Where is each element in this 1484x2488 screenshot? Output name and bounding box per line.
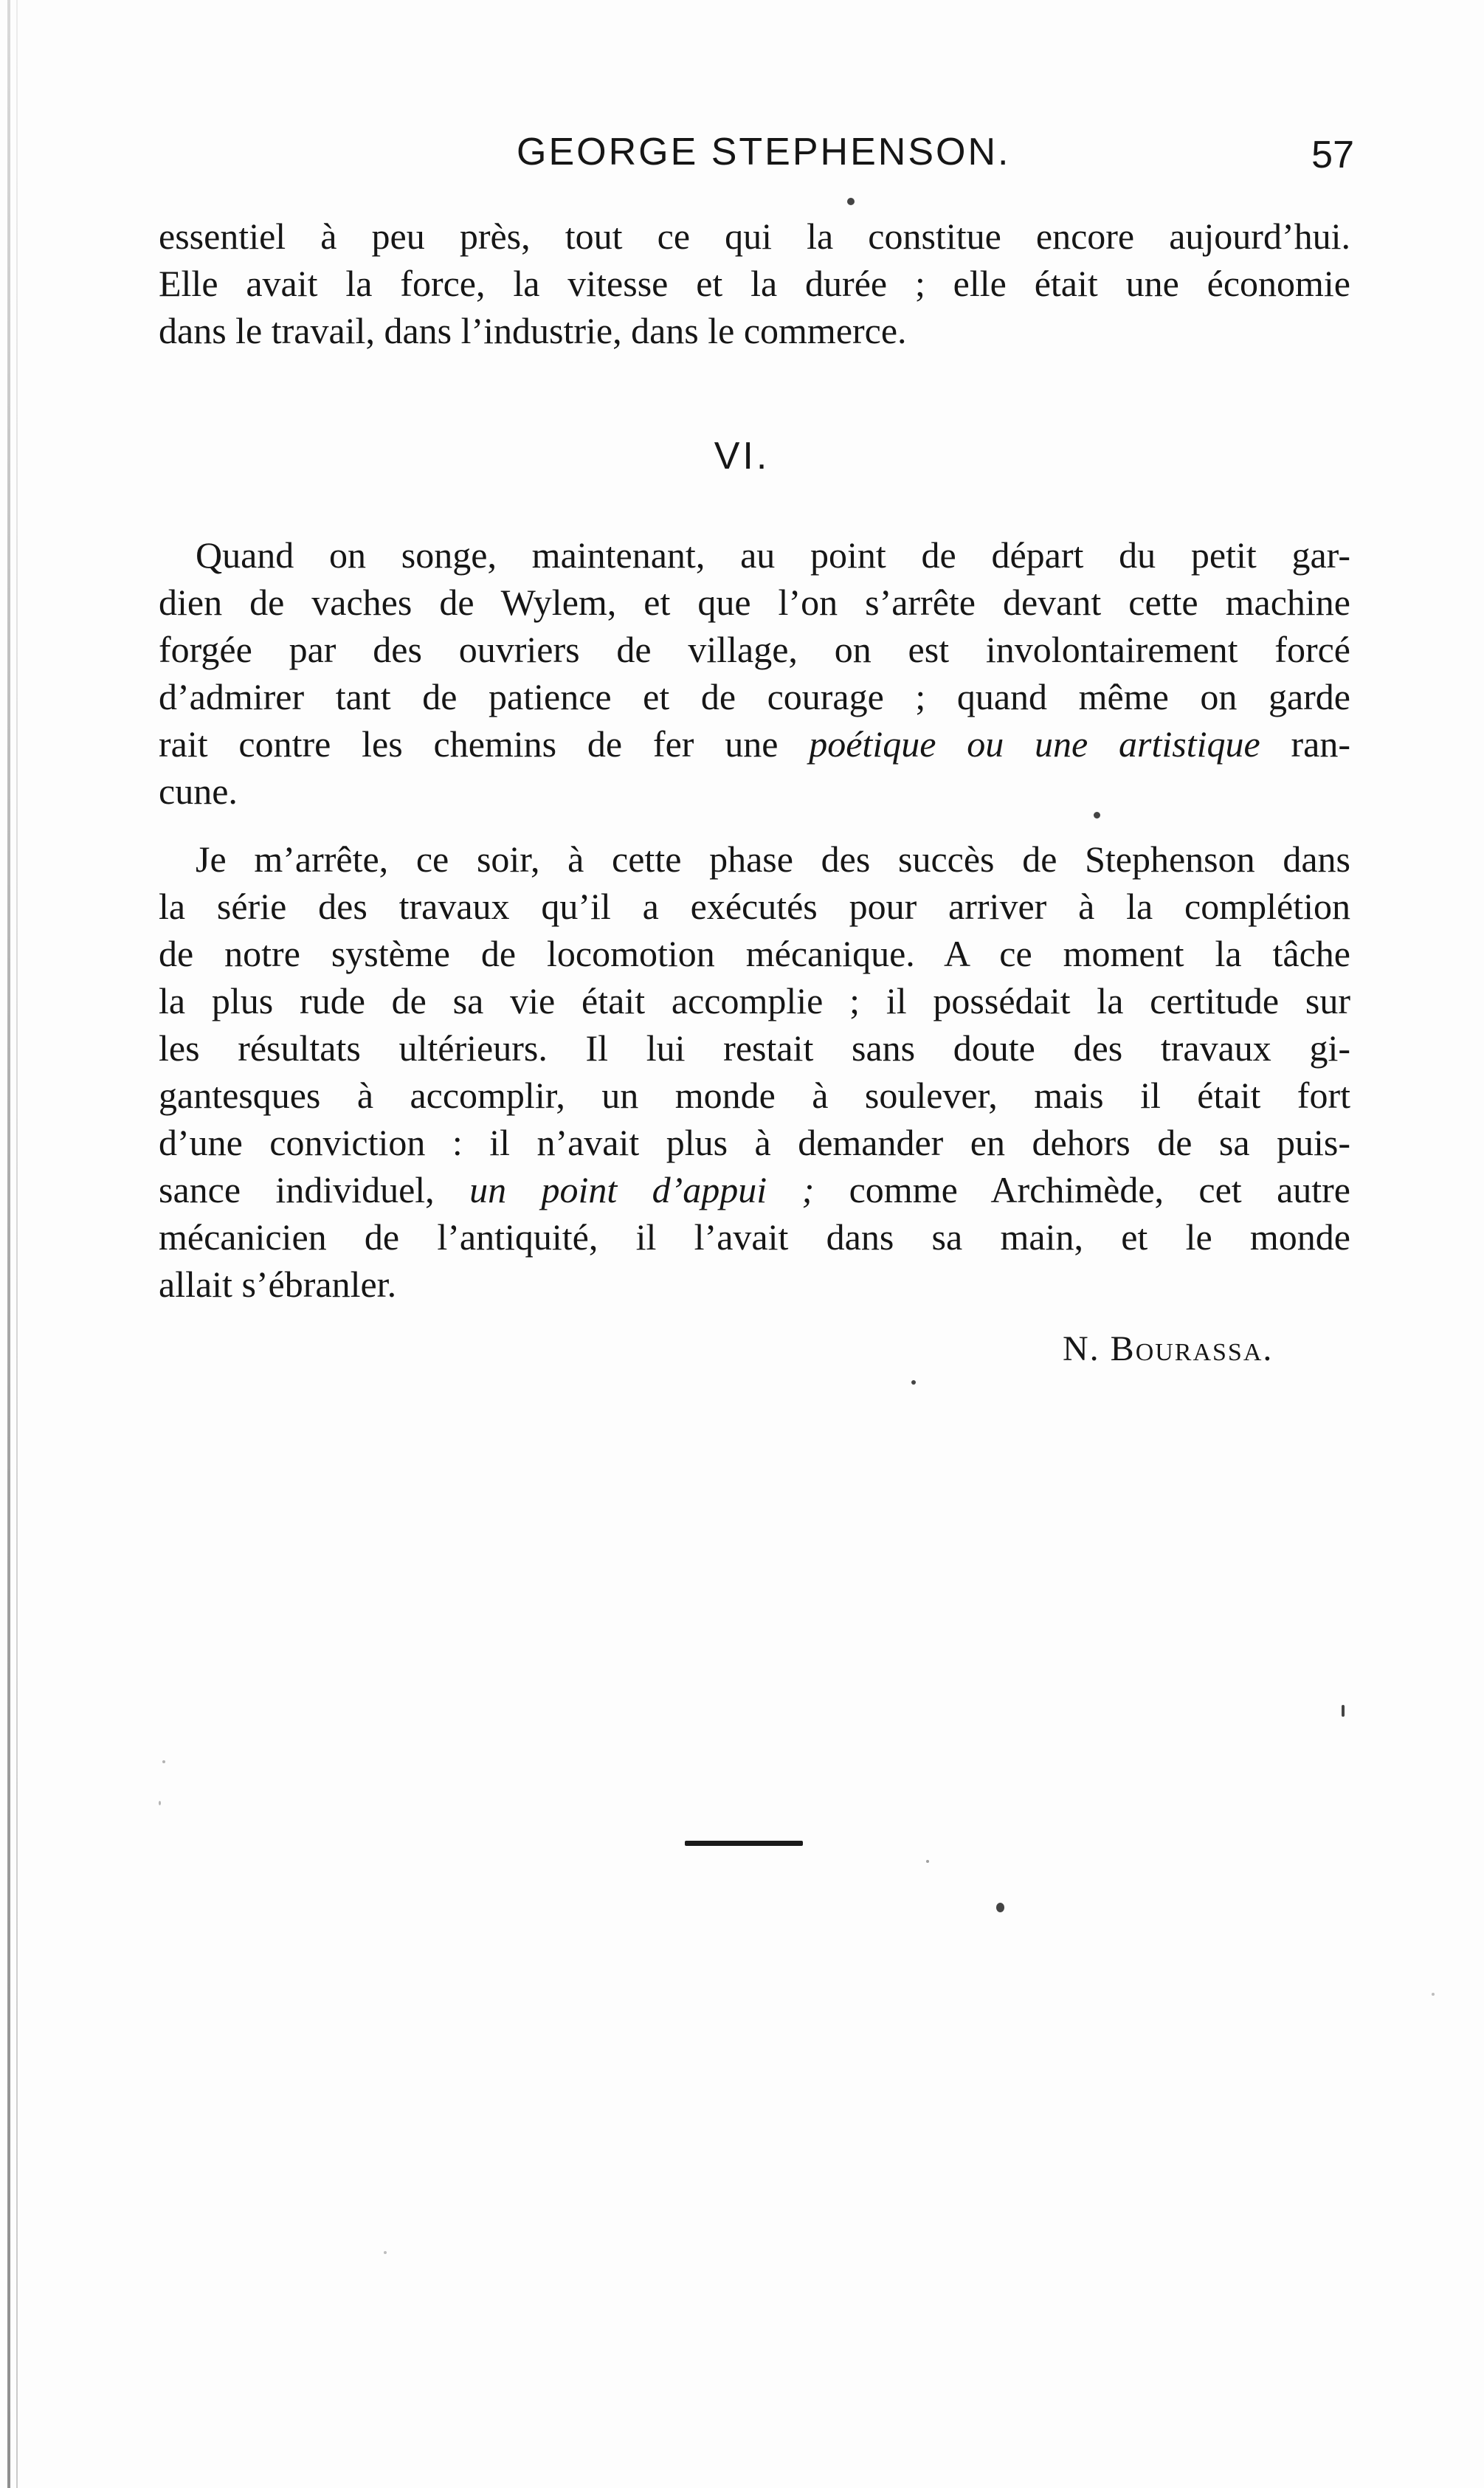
text-line: les résultats ultérieurs. Il lui restait sans doute des travaux gi- [159, 1027, 1350, 1069]
page-number: 57 [1311, 134, 1354, 176]
text-line [159, 720, 1350, 768]
paragraph [159, 531, 1350, 815]
text-line: essentiel à peu près, tout ce qui la constitue encore aujourd’hui. [159, 216, 1350, 257]
text-line: allait s’ébranler. [159, 1264, 397, 1305]
text-line: Elle avait la force, la vitesse et la durée ; elle était une économie [159, 263, 1350, 304]
text-line: forgée par des ouvriers de village, on est involontairement forcé [159, 629, 1350, 670]
scan-speck [1094, 812, 1100, 819]
section-heading: VI. [714, 435, 770, 478]
text-line: gantesques à accomplir, un monde à soulever, mais il était fort [159, 1075, 1350, 1116]
text-line: dien de vaches de Wylem, et que l’on s’arrête devant cette machine [159, 582, 1350, 623]
signature-surname: Bourassa. [1110, 1329, 1274, 1368]
scan-speck [926, 1860, 929, 1863]
text-line: d’admirer tant de patience et de courage ; quand même on garde [159, 676, 1350, 717]
text-line: d’une conviction : il n’avait plus à demander en dehors de sa puis- [159, 1122, 1350, 1163]
scan-speck [1432, 1993, 1435, 1996]
text-line [159, 1166, 1350, 1213]
text-line: de notre système de locomotion mécanique. A ce moment la tâche [159, 933, 1350, 974]
text-line: dans le travail, dans l’industrie, dans le commerce. [159, 310, 907, 351]
scan-speck [1342, 1705, 1345, 1717]
scan-speck [159, 1801, 161, 1805]
running-title: GEORGE STEPHENSON. [517, 131, 1011, 173]
italic-phrase: poétique ou une artistique [809, 723, 1260, 765]
running-header [159, 130, 1369, 189]
text-run: sance individuel, [159, 1169, 470, 1210]
scan-speck [911, 1380, 916, 1385]
text-run: ran- [1260, 723, 1350, 765]
page-binding-edge [7, 0, 10, 2488]
text-line: la plus rude de sa vie était accomplie ; il possédait la certitude sur [159, 980, 1350, 1021]
scan-speck [162, 1760, 165, 1763]
end-rule [685, 1841, 803, 1846]
author-signature [1063, 1329, 1273, 1369]
scan-speck [384, 2251, 387, 2254]
text-line: Je m’arrête, ce soir, à cette phase des succès de Stephenson dans [196, 838, 1350, 880]
signature-initial: N. [1063, 1329, 1100, 1368]
paragraph [159, 835, 1350, 1308]
text-run: rait contre les chemins de fer une [159, 723, 810, 765]
italic-phrase: un point d’appui ; [469, 1169, 815, 1210]
text-line: cune. [159, 771, 238, 812]
scan-speck [996, 1903, 1004, 1912]
text-line: la série des travaux qu’il a exécutés pour arriver à la complétion [159, 886, 1350, 927]
page-binding-shadow [16, 0, 18, 2488]
scan-speck [847, 198, 855, 205]
text-run: comme Archimède, cet autre [814, 1169, 1350, 1210]
text-line: mécanicien de l’antiquité, il l’avait dans sa main, et le monde [159, 1216, 1350, 1258]
paragraph-continuation [159, 213, 1350, 354]
text-line: Quand on songe, maintenant, au point de départ du petit gar- [196, 534, 1350, 576]
